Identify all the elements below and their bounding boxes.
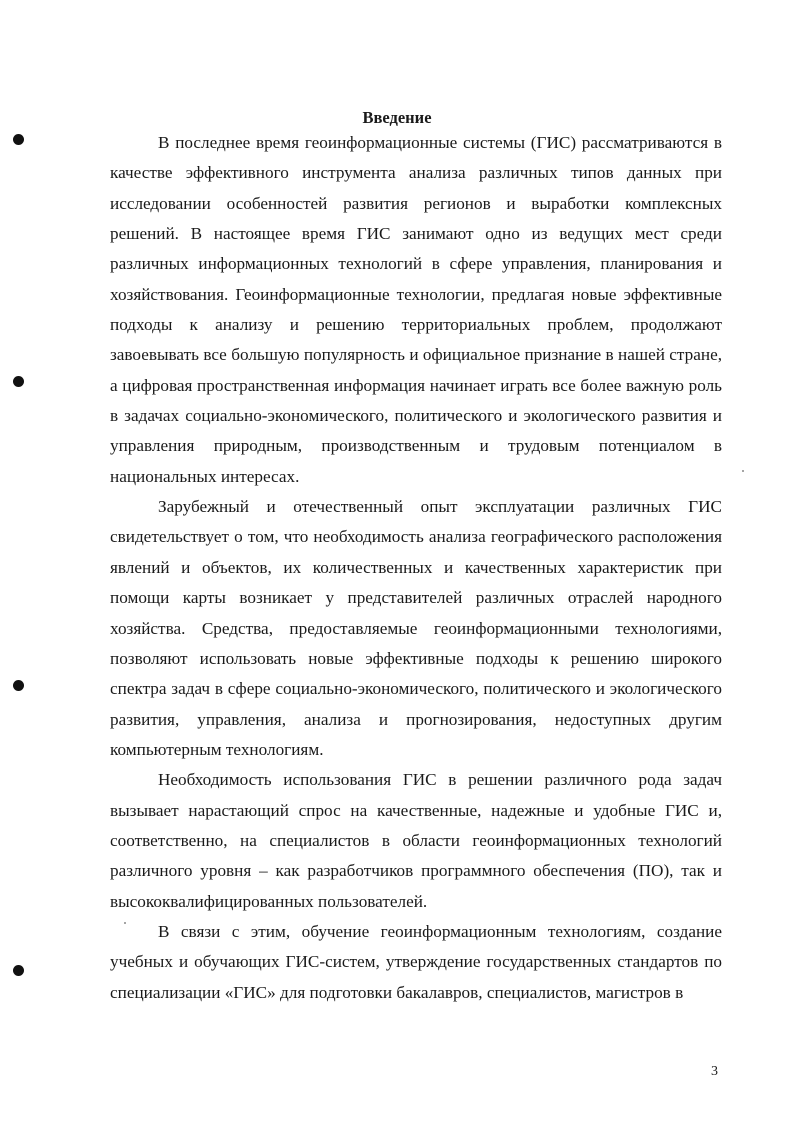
page-number: 3 (711, 1064, 718, 1079)
scan-speck (742, 470, 744, 472)
punch-hole-mark (13, 134, 24, 145)
paragraph: В последнее время геоинформационные системы (ГИС) рассматриваются в качестве эффективного инструмента анализа различных типов данных при исследовании особенностей развития регионов и выработки комплексных решений. В настоящее время ГИС занимают одно из ведущих мест среди различных информационных технологий в сфере управления, планирования и хозяйствования. Геоинформационные технологии, предлагая новые эффективные подходы к анализу и решению территориальных проблем, продолжают завоевывать все большую популярность и официальное признание в нашей стране, а цифровая пространственная информация начинает играть все более важную роль в задачах социально-экономического, политического и экологического развития и управления природным, производственным и трудовым потенциалом в национальных интересах. (110, 133, 722, 486)
paragraph: Зарубежный и отечественный опыт эксплуатации различных ГИС свидетельствует о том, что необходимость анализа географического расположения явлений и объектов, их количественных и качественных характеристик при помощи карты возникает у представителей различных отраслей народного хозяйства. Средства, предоставляемые геоинформационными технологиями, позволяют использовать новые эффективные подходы к решению широкого спектра задач в сфере социально-экономического, политического и экологического развития, управления, анализа и прогнозирования, недоступных другим компьютерным технологиям. (110, 497, 722, 759)
paragraph: В связи с этим, обучение геоинформационным технологиям, создание учебных и обучающих ГИС-систем, утверждение государственных стандартов по специализации «ГИС» для подготовки бакалавров, специалистов, магистров в (110, 921, 722, 1002)
punch-hole-mark (13, 376, 24, 387)
punch-hole-mark (13, 965, 24, 976)
paragraph: Необходимость использования ГИС в решении различного рода задач вызывает нарастающий спрос на качественные, надежные и удобные ГИС и, соответственно, на специалистов в области геоинформационных технологий различного уровня – как разработчиков программного обеспечения (ПО), так и высококвалифицированных пользователей. (110, 770, 722, 911)
body-text (110, 128, 722, 1008)
punch-hole-mark (13, 680, 24, 691)
page-title: Введение (362, 108, 432, 127)
